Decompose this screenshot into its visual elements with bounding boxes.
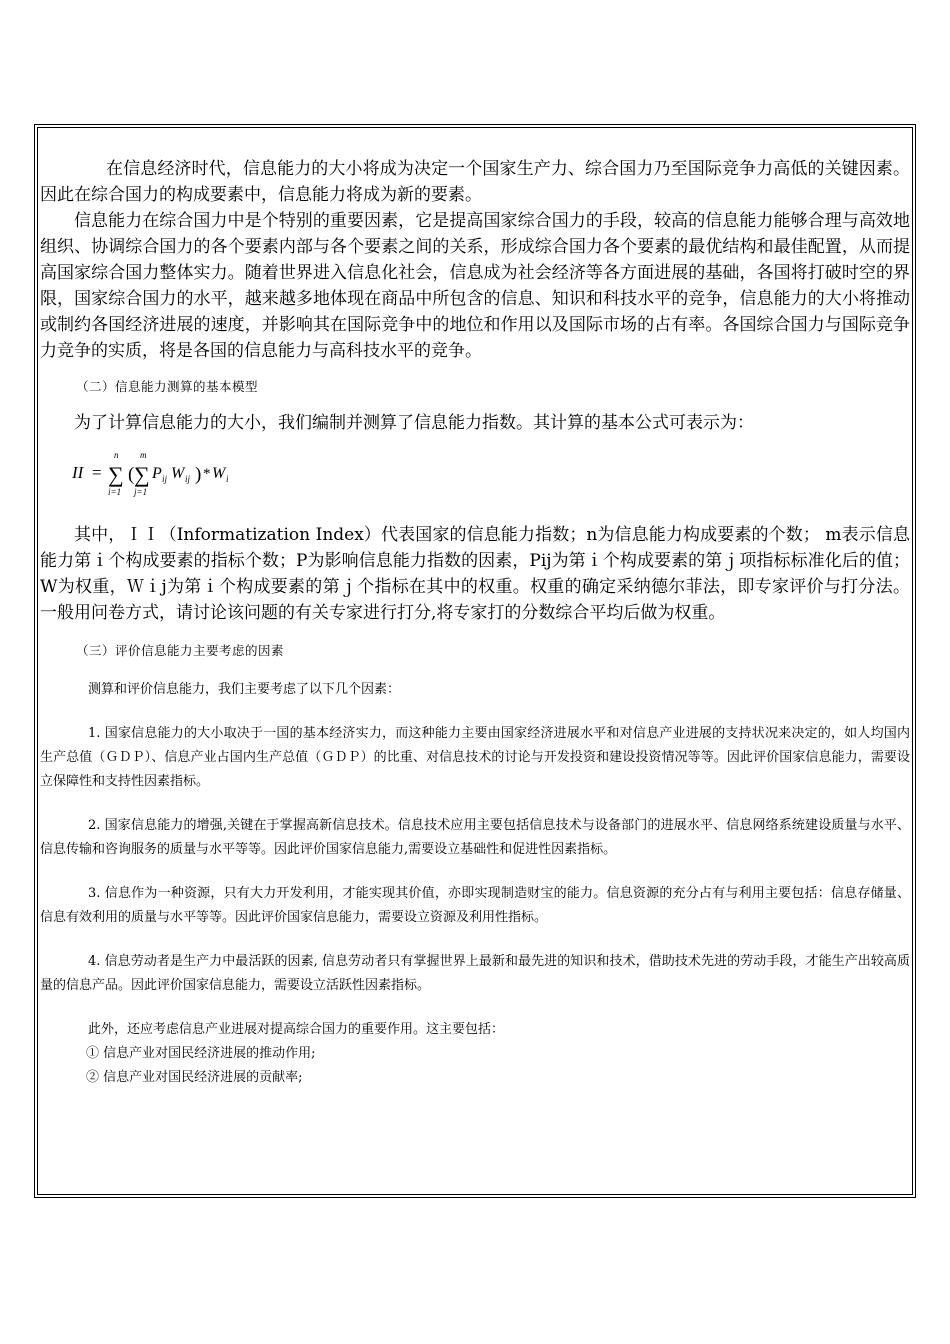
formula-mult: * (203, 466, 211, 482)
formula-tail-sub: i (226, 474, 229, 484)
formula-term-p: P (152, 465, 162, 482)
paragraph-factor-3: 3. 信息作为一种资源，只有大力开发利用，才能实现其价值，亦即实现制造财宝的能力。信息资源的充分占有与利用主要包括：信息存储量、信息有效利用的质量与水平等等。因此评价国家信息能力，需要设立资源及利用性指标。 (40, 886, 910, 925)
formula-inner-upper: m (140, 450, 147, 460)
formula-term-p-sub: ij (162, 474, 168, 484)
formula-term-w-sub: ij (185, 474, 191, 484)
paragraph-factor-4: 4. 信息劳动者是生产力中最活跃的因素, 信息劳动者只有掌握世界上最新和最先进的知识和技术，借助技术先进的劳动手段，才能生产出较高质量的信息产品。因此评价国家信息能力，需要设立活跃性因素指标。 (40, 954, 910, 993)
paragraph-additional: 此外，还应考虑信息产业进展对提高综合国力的重要作用。这主要包括： (88, 1022, 505, 1037)
paragraph-intro: 在信息经济时代，信息能力的大小将成为决定一个国家生产力、综合国力乃至国际竞争力高低的关键因素。因此在综合国力的构成要素中，信息能力将成为新的要素。 (40, 159, 910, 205)
formula-outer-lower: i=1 (108, 487, 122, 497)
formula-outer-upper: n (114, 450, 119, 460)
section-heading-model: （二）信息能力测算的基本模型 (76, 379, 259, 394)
paragraph-formula-intro: 为了计算信息能力的大小，我们编制并测算了信息能力指数。其计算的基本公式可表示为： (74, 413, 754, 433)
list-item-1: ① 信息产业对国民经济进展的推动作用; (86, 1046, 316, 1061)
formula-inner-lower: j=1 (134, 487, 148, 497)
formula-tail-w: W (212, 465, 226, 482)
document-content (40, 156, 910, 1090)
paragraph-factors-intro: 测算和评价信息能力，我们主要考虑了以下几个因素： (88, 682, 401, 697)
list-item-2: ② 信息产业对国民经济进展的贡献率; (86, 1070, 303, 1085)
formula-outer-sum: ∑ (108, 462, 124, 487)
formula-close-paren: ) (195, 464, 202, 485)
formula-inner-sum: ∑ (134, 462, 150, 487)
paragraph-factor-1: 1. 国家信息能力的大小取决于一国的基本经济实力，而这种能力主要由国家经济进展水平和对信息产业进展的支持状况来决定的，如人均国内生产总值（ＧＤＰ）、信息产业占国内生产总值（ＧＤＰ）的比重、对信息技术的讨论与开发投资和建设投资情况等等。因此评价国家信息能力，需要设立保障性和支持性因素指标。 (40, 726, 910, 789)
formula-open-paren: ( (128, 464, 135, 485)
paragraph-factor-2: 2. 国家信息能力的增强,关键在于掌握高新信息技术。信息技术应用主要包括信息技术与设备部门的进展水平、信息网络系统建设质量与水平、信息传输和咨询服务的质量与水平等等。因此评价国家信息能力,需要设立基础性和促进性因素指标。 (40, 818, 910, 857)
formula-term-w: W (171, 465, 185, 482)
paragraph-importance: 信息能力在综合国力中是个特别的重要因素，它是提高国家综合国力的手段，较高的信息能力能够合理与高效地组织、协调综合国力的各个要素内部与各个要素之间的关系，形成综合国力各个要素的最优结构和最佳配置，从而提高国家综合国力整体实力。随着世界进入信息化社会，信息成为社会经济等各方面进展的基础，各国将打破时空的界限，国家综合国力的水平，越来越多地体现在商品中所包含的信息、知识和科技水平的竞争，信息能力的大小将推动或制约各国经济进展的速度，并影响其在国际竞争中的地位和作用以及国际市场的占有率。各国综合国力与国际竞争力竞争的实质，将是各国的信息能力与高科技水平的竞争。 (40, 211, 910, 361)
formula-informatization-index (40, 448, 910, 498)
paragraph-formula-explanation: 其中，ＩＩ（Informatization Index）代表国家的信息能力指数；n为信息能力构成要素的个数； m表示信息能力第ｉ个构成要素的指标个数；P为影响信息能力指数的因素，Pij为第ｉ个构成要素的第ｊ项指标标准化后的值；W为权重，Ｗｉj为第ｉ个构成要素的第ｊ个指标在其中的权重。权重的确定采纳德尔菲法，即专家评价与打分法。一般用问卷方式，请讨论该问题的有关专家进行打分,将专家打的分数综合平均后做为权重。 (40, 525, 910, 623)
formula-svg (70, 448, 290, 498)
formula-lhs: II (72, 463, 84, 482)
section-heading-factors: （三）评价信息能力主要考虑的因素 (76, 643, 285, 658)
formula-eq: = (92, 463, 102, 482)
